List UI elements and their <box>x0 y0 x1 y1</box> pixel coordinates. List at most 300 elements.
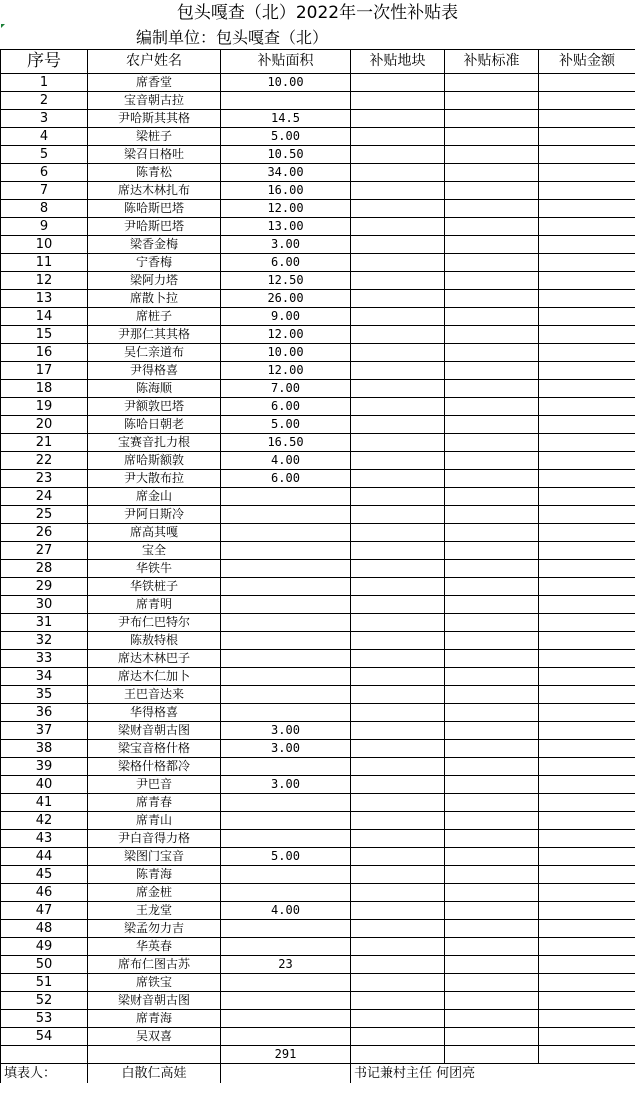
subsidy-area-cell[interactable] <box>221 1010 351 1028</box>
subsidy-standard-cell[interactable] <box>445 182 539 200</box>
subsidy-amount-cell[interactable] <box>539 686 635 704</box>
subsidy-area-cell[interactable]: 12.00 <box>221 200 351 218</box>
subsidy-amount-cell[interactable] <box>539 938 635 956</box>
row-number-cell[interactable]: 33 <box>1 650 88 668</box>
farmer-name-cell[interactable]: 尹布仁巴特尔 <box>88 614 221 632</box>
subsidy-standard-cell[interactable] <box>445 200 539 218</box>
row-number-cell[interactable]: 39 <box>1 758 88 776</box>
subsidy-amount-cell[interactable] <box>539 830 635 848</box>
subsidy-plot-cell[interactable] <box>351 668 445 686</box>
subsidy-area-cell[interactable] <box>221 812 351 830</box>
subsidy-plot-cell[interactable] <box>351 146 445 164</box>
subsidy-plot-cell[interactable] <box>351 164 445 182</box>
subsidy-amount-cell[interactable] <box>539 128 635 146</box>
farmer-name-cell[interactable]: 宝全 <box>88 542 221 560</box>
row-number-cell[interactable]: 21 <box>1 434 88 452</box>
subsidy-area-cell[interactable] <box>221 542 351 560</box>
subsidy-plot-cell[interactable] <box>351 236 445 254</box>
row-number-cell[interactable]: 42 <box>1 812 88 830</box>
subsidy-area-cell[interactable] <box>221 92 351 110</box>
subsidy-amount-cell[interactable] <box>539 848 635 866</box>
subsidy-standard-cell[interactable] <box>445 758 539 776</box>
subsidy-amount-cell[interactable] <box>539 398 635 416</box>
farmer-name-cell[interactable]: 梁桩子 <box>88 128 221 146</box>
subsidy-area-cell[interactable]: 12.00 <box>221 362 351 380</box>
subsidy-standard-cell[interactable] <box>445 884 539 902</box>
farmer-name-cell[interactable]: 陈海顺 <box>88 380 221 398</box>
subsidy-standard-cell[interactable] <box>445 776 539 794</box>
subsidy-plot-cell[interactable] <box>351 398 445 416</box>
subsidy-standard-cell[interactable] <box>445 290 539 308</box>
farmer-name-cell[interactable]: 华得格喜 <box>88 704 221 722</box>
farmer-name-cell[interactable]: 梁财音朝古图 <box>88 992 221 1010</box>
subsidy-amount-cell[interactable] <box>539 254 635 272</box>
row-number-cell[interactable]: 40 <box>1 776 88 794</box>
subsidy-amount-cell[interactable] <box>539 308 635 326</box>
subsidy-amount-cell[interactable] <box>539 578 635 596</box>
subsidy-standard-cell[interactable] <box>445 92 539 110</box>
farmer-name-cell[interactable]: 尹额敦巴塔 <box>88 398 221 416</box>
subsidy-area-cell[interactable]: 10.50 <box>221 146 351 164</box>
subsidy-standard-cell[interactable] <box>445 236 539 254</box>
subsidy-area-cell[interactable]: 6.00 <box>221 398 351 416</box>
subsidy-plot-cell[interactable] <box>351 830 445 848</box>
row-number-cell[interactable]: 4 <box>1 128 88 146</box>
farmer-name-cell[interactable]: 席金桩 <box>88 884 221 902</box>
subsidy-standard-cell[interactable] <box>445 866 539 884</box>
header-cell-name[interactable]: 农户姓名 <box>88 50 221 74</box>
subsidy-standard-cell[interactable] <box>445 398 539 416</box>
row-number-cell[interactable]: 46 <box>1 884 88 902</box>
subsidy-plot-cell[interactable] <box>351 794 445 812</box>
subsidy-standard-cell[interactable] <box>445 164 539 182</box>
subsidy-plot-cell[interactable] <box>351 218 445 236</box>
subsidy-standard-cell[interactable] <box>445 578 539 596</box>
subsidy-area-cell[interactable]: 13.00 <box>221 218 351 236</box>
subsidy-amount-cell[interactable] <box>539 974 635 992</box>
farmer-name-cell[interactable]: 席哈斯额敦 <box>88 452 221 470</box>
subsidy-area-cell[interactable] <box>221 884 351 902</box>
subsidy-plot-cell[interactable] <box>351 344 445 362</box>
subsidy-amount-cell[interactable] <box>539 524 635 542</box>
farmer-name-cell[interactable]: 尹哈斯巴塔 <box>88 218 221 236</box>
row-number-cell[interactable]: 26 <box>1 524 88 542</box>
subsidy-area-cell[interactable] <box>221 524 351 542</box>
subsidy-amount-cell[interactable] <box>539 434 635 452</box>
farmer-name-cell[interactable]: 梁格什格都冷 <box>88 758 221 776</box>
subsidy-amount-cell[interactable] <box>539 740 635 758</box>
row-number-cell[interactable]: 32 <box>1 632 88 650</box>
subsidy-standard-cell[interactable] <box>445 794 539 812</box>
farmer-name-cell[interactable]: 席青海 <box>88 1010 221 1028</box>
subsidy-plot-cell[interactable] <box>351 362 445 380</box>
subsidy-amount-cell[interactable] <box>539 650 635 668</box>
farmer-name-cell[interactable]: 梁香金梅 <box>88 236 221 254</box>
subsidy-amount-cell[interactable] <box>539 272 635 290</box>
subsidy-standard-cell[interactable] <box>445 1010 539 1028</box>
subsidy-area-cell[interactable]: 10.00 <box>221 74 351 92</box>
header-cell-standard[interactable]: 补贴标准 <box>445 50 539 74</box>
subsidy-amount-cell[interactable] <box>539 380 635 398</box>
subsidy-plot-cell[interactable] <box>351 902 445 920</box>
subsidy-area-cell[interactable] <box>221 974 351 992</box>
subsidy-area-cell[interactable] <box>221 866 351 884</box>
subsidy-amount-cell[interactable] <box>539 362 635 380</box>
filler-name[interactable]: 白散仁高娃 <box>88 1064 221 1084</box>
total-name-cell[interactable] <box>88 1046 221 1064</box>
empty-cell[interactable] <box>221 1064 351 1084</box>
farmer-name-cell[interactable]: 梁图门宝音 <box>88 848 221 866</box>
subsidy-amount-cell[interactable] <box>539 758 635 776</box>
subsidy-standard-cell[interactable] <box>445 272 539 290</box>
subsidy-standard-cell[interactable] <box>445 344 539 362</box>
farmer-name-cell[interactable]: 尹哈斯其其格 <box>88 110 221 128</box>
total-no-cell[interactable] <box>1 1046 88 1064</box>
farmer-name-cell[interactable]: 尹白音得力格 <box>88 830 221 848</box>
subsidy-amount-cell[interactable] <box>539 326 635 344</box>
subsidy-plot-cell[interactable] <box>351 434 445 452</box>
subsidy-area-cell[interactable] <box>221 794 351 812</box>
subsidy-standard-cell[interactable] <box>445 938 539 956</box>
farmer-name-cell[interactable]: 梁财音朝古图 <box>88 722 221 740</box>
subsidy-amount-cell[interactable] <box>539 470 635 488</box>
row-number-cell[interactable]: 54 <box>1 1028 88 1046</box>
row-number-cell[interactable]: 22 <box>1 452 88 470</box>
total-area-cell[interactable]: 291 <box>221 1046 351 1064</box>
subsidy-plot-cell[interactable] <box>351 740 445 758</box>
farmer-name-cell[interactable]: 华英春 <box>88 938 221 956</box>
subsidy-plot-cell[interactable] <box>351 974 445 992</box>
subsidy-plot-cell[interactable] <box>351 596 445 614</box>
subsidy-amount-cell[interactable] <box>539 488 635 506</box>
row-number-cell[interactable]: 18 <box>1 380 88 398</box>
row-number-cell[interactable]: 3 <box>1 110 88 128</box>
subsidy-area-cell[interactable]: 14.5 <box>221 110 351 128</box>
subsidy-amount-cell[interactable] <box>539 920 635 938</box>
subsidy-standard-cell[interactable] <box>445 542 539 560</box>
subsidy-standard-cell[interactable] <box>445 956 539 974</box>
subsidy-plot-cell[interactable] <box>351 524 445 542</box>
subsidy-amount-cell[interactable] <box>539 416 635 434</box>
subsidy-area-cell[interactable] <box>221 686 351 704</box>
subsidy-standard-cell[interactable] <box>445 596 539 614</box>
farmer-name-cell[interactable]: 梁阿力塔 <box>88 272 221 290</box>
subsidy-area-cell[interactable] <box>221 830 351 848</box>
filler-label[interactable]: 填表人： <box>1 1064 88 1084</box>
farmer-name-cell[interactable]: 席桩子 <box>88 308 221 326</box>
subsidy-standard-cell[interactable] <box>445 902 539 920</box>
farmer-name-cell[interactable]: 宁香梅 <box>88 254 221 272</box>
row-number-cell[interactable]: 16 <box>1 344 88 362</box>
subsidy-amount-cell[interactable] <box>539 866 635 884</box>
farmer-name-cell[interactable]: 席金山 <box>88 488 221 506</box>
subsidy-standard-cell[interactable] <box>445 974 539 992</box>
subsidy-standard-cell[interactable] <box>445 668 539 686</box>
row-number-cell[interactable]: 14 <box>1 308 88 326</box>
row-number-cell[interactable]: 24 <box>1 488 88 506</box>
row-number-cell[interactable]: 45 <box>1 866 88 884</box>
subsidy-area-cell[interactable]: 26.00 <box>221 290 351 308</box>
row-number-cell[interactable]: 50 <box>1 956 88 974</box>
subsidy-area-cell[interactable]: 3.00 <box>221 722 351 740</box>
row-number-cell[interactable]: 2 <box>1 92 88 110</box>
subsidy-area-cell[interactable]: 12.50 <box>221 272 351 290</box>
subsidy-area-cell[interactable]: 3.00 <box>221 740 351 758</box>
subsidy-area-cell[interactable] <box>221 938 351 956</box>
subsidy-standard-cell[interactable] <box>445 740 539 758</box>
farmer-name-cell[interactable]: 梁宝音格什格 <box>88 740 221 758</box>
farmer-name-cell[interactable]: 陈青海 <box>88 866 221 884</box>
subsidy-amount-cell[interactable] <box>539 992 635 1010</box>
subsidy-plot-cell[interactable] <box>351 776 445 794</box>
subsidy-area-cell[interactable]: 3.00 <box>221 236 351 254</box>
subsidy-area-cell[interactable] <box>221 668 351 686</box>
subsidy-standard-cell[interactable] <box>445 650 539 668</box>
subsidy-plot-cell[interactable] <box>351 614 445 632</box>
row-number-cell[interactable]: 9 <box>1 218 88 236</box>
subsidy-area-cell[interactable]: 34.00 <box>221 164 351 182</box>
subsidy-area-cell[interactable] <box>221 920 351 938</box>
row-number-cell[interactable]: 29 <box>1 578 88 596</box>
subsidy-standard-cell[interactable] <box>445 254 539 272</box>
subsidy-amount-cell[interactable] <box>539 110 635 128</box>
subsidy-standard-cell[interactable] <box>445 452 539 470</box>
subsidy-plot-cell[interactable] <box>351 470 445 488</box>
subsidy-amount-cell[interactable] <box>539 92 635 110</box>
farmer-name-cell[interactable]: 席青春 <box>88 794 221 812</box>
row-number-cell[interactable]: 25 <box>1 506 88 524</box>
subsidy-plot-cell[interactable] <box>351 290 445 308</box>
subsidy-standard-cell[interactable] <box>445 470 539 488</box>
farmer-name-cell[interactable]: 尹那仁其其格 <box>88 326 221 344</box>
farmer-name-cell[interactable]: 吴仁亲道布 <box>88 344 221 362</box>
farmer-name-cell[interactable]: 陈青松 <box>88 164 221 182</box>
row-number-cell[interactable]: 51 <box>1 974 88 992</box>
row-number-cell[interactable]: 38 <box>1 740 88 758</box>
subsidy-plot-cell[interactable] <box>351 200 445 218</box>
row-number-cell[interactable]: 6 <box>1 164 88 182</box>
subsidy-amount-cell[interactable] <box>539 704 635 722</box>
subsidy-area-cell[interactable] <box>221 560 351 578</box>
farmer-name-cell[interactable]: 宝赛音扎力根 <box>88 434 221 452</box>
row-number-cell[interactable]: 53 <box>1 1010 88 1028</box>
subsidy-amount-cell[interactable] <box>539 542 635 560</box>
subsidy-plot-cell[interactable] <box>351 722 445 740</box>
subsidy-area-cell[interactable]: 16.00 <box>221 182 351 200</box>
subsidy-area-cell[interactable]: 16.50 <box>221 434 351 452</box>
subsidy-area-cell[interactable]: 3.00 <box>221 776 351 794</box>
row-number-cell[interactable]: 28 <box>1 560 88 578</box>
subsidy-area-cell[interactable] <box>221 614 351 632</box>
row-number-cell[interactable]: 23 <box>1 470 88 488</box>
subsidy-standard-cell[interactable] <box>445 74 539 92</box>
subsidy-plot-cell[interactable] <box>351 254 445 272</box>
farmer-name-cell[interactable]: 席青明 <box>88 596 221 614</box>
subsidy-standard-cell[interactable] <box>445 920 539 938</box>
subsidy-amount-cell[interactable] <box>539 182 635 200</box>
subsidy-area-cell[interactable] <box>221 1028 351 1046</box>
row-number-cell[interactable]: 10 <box>1 236 88 254</box>
subsidy-plot-cell[interactable] <box>351 992 445 1010</box>
subsidy-plot-cell[interactable] <box>351 488 445 506</box>
subsidy-plot-cell[interactable] <box>351 938 445 956</box>
subsidy-amount-cell[interactable] <box>539 200 635 218</box>
row-number-cell[interactable]: 37 <box>1 722 88 740</box>
subsidy-plot-cell[interactable] <box>351 848 445 866</box>
subsidy-amount-cell[interactable] <box>539 1010 635 1028</box>
row-number-cell[interactable]: 44 <box>1 848 88 866</box>
row-number-cell[interactable]: 49 <box>1 938 88 956</box>
subsidy-amount-cell[interactable] <box>539 452 635 470</box>
subsidy-amount-cell[interactable] <box>539 722 635 740</box>
subsidy-area-cell[interactable]: 12.00 <box>221 326 351 344</box>
row-number-cell[interactable]: 41 <box>1 794 88 812</box>
subsidy-plot-cell[interactable] <box>351 686 445 704</box>
subsidy-area-cell[interactable] <box>221 632 351 650</box>
subsidy-area-cell[interactable] <box>221 992 351 1010</box>
subsidy-standard-cell[interactable] <box>445 848 539 866</box>
subsidy-area-cell[interactable]: 9.00 <box>221 308 351 326</box>
subsidy-amount-cell[interactable] <box>539 236 635 254</box>
subsidy-plot-cell[interactable] <box>351 542 445 560</box>
subsidy-amount-cell[interactable] <box>539 668 635 686</box>
subsidy-amount-cell[interactable] <box>539 74 635 92</box>
subsidy-area-cell[interactable] <box>221 758 351 776</box>
row-number-cell[interactable]: 1 <box>1 74 88 92</box>
header-cell-plot[interactable]: 补贴地块 <box>351 50 445 74</box>
subsidy-plot-cell[interactable] <box>351 1028 445 1046</box>
subsidy-standard-cell[interactable] <box>445 722 539 740</box>
subsidy-amount-cell[interactable] <box>539 218 635 236</box>
subsidy-plot-cell[interactable] <box>351 326 445 344</box>
subsidy-amount-cell[interactable] <box>539 776 635 794</box>
secretary-signature[interactable]: 书记兼村主任 何团亮 <box>351 1064 635 1084</box>
subsidy-standard-cell[interactable] <box>445 146 539 164</box>
subsidy-area-cell[interactable] <box>221 488 351 506</box>
farmer-name-cell[interactable]: 席高其嘎 <box>88 524 221 542</box>
row-number-cell[interactable]: 27 <box>1 542 88 560</box>
subsidy-plot-cell[interactable] <box>351 884 445 902</box>
subsidy-standard-cell[interactable] <box>445 416 539 434</box>
row-number-cell[interactable]: 19 <box>1 398 88 416</box>
subsidy-plot-cell[interactable] <box>351 650 445 668</box>
subsidy-amount-cell[interactable] <box>539 902 635 920</box>
total-amount-cell[interactable] <box>539 1046 635 1064</box>
farmer-name-cell[interactable]: 陈敖特根 <box>88 632 221 650</box>
subsidy-amount-cell[interactable] <box>539 506 635 524</box>
subsidy-standard-cell[interactable] <box>445 218 539 236</box>
subsidy-area-cell[interactable]: 4.00 <box>221 902 351 920</box>
subsidy-plot-cell[interactable] <box>351 452 445 470</box>
subsidy-plot-cell[interactable] <box>351 128 445 146</box>
row-number-cell[interactable]: 12 <box>1 272 88 290</box>
row-number-cell[interactable]: 48 <box>1 920 88 938</box>
subsidy-amount-cell[interactable] <box>539 956 635 974</box>
farmer-name-cell[interactable]: 陈哈斯巴塔 <box>88 200 221 218</box>
row-number-cell[interactable]: 47 <box>1 902 88 920</box>
subsidy-standard-cell[interactable] <box>445 128 539 146</box>
subsidy-standard-cell[interactable] <box>445 686 539 704</box>
subsidy-plot-cell[interactable] <box>351 272 445 290</box>
subsidy-plot-cell[interactable] <box>351 578 445 596</box>
subsidy-area-cell[interactable]: 7.00 <box>221 380 351 398</box>
subsidy-plot-cell[interactable] <box>351 308 445 326</box>
subsidy-amount-cell[interactable] <box>539 596 635 614</box>
subsidy-standard-cell[interactable] <box>445 992 539 1010</box>
subsidy-amount-cell[interactable] <box>539 614 635 632</box>
row-number-cell[interactable]: 36 <box>1 704 88 722</box>
subsidy-plot-cell[interactable] <box>351 182 445 200</box>
farmer-name-cell[interactable]: 华铁牛 <box>88 560 221 578</box>
subsidy-area-cell[interactable] <box>221 650 351 668</box>
subsidy-plot-cell[interactable] <box>351 758 445 776</box>
subsidy-standard-cell[interactable] <box>445 326 539 344</box>
subsidy-amount-cell[interactable] <box>539 344 635 362</box>
subsidy-standard-cell[interactable] <box>445 434 539 452</box>
farmer-name-cell[interactable]: 席达木林巴子 <box>88 650 221 668</box>
subsidy-amount-cell[interactable] <box>539 290 635 308</box>
subsidy-area-cell[interactable]: 4.00 <box>221 452 351 470</box>
row-number-cell[interactable]: 13 <box>1 290 88 308</box>
subsidy-plot-cell[interactable] <box>351 956 445 974</box>
subsidy-amount-cell[interactable] <box>539 164 635 182</box>
subsidy-amount-cell[interactable] <box>539 560 635 578</box>
row-number-cell[interactable]: 52 <box>1 992 88 1010</box>
farmer-name-cell[interactable]: 华铁桩子 <box>88 578 221 596</box>
subsidy-amount-cell[interactable] <box>539 794 635 812</box>
row-number-cell[interactable]: 15 <box>1 326 88 344</box>
row-number-cell[interactable]: 35 <box>1 686 88 704</box>
farmer-name-cell[interactable]: 席铁宝 <box>88 974 221 992</box>
subsidy-area-cell[interactable]: 5.00 <box>221 128 351 146</box>
header-cell-area[interactable]: 补贴面积 <box>221 50 351 74</box>
subsidy-standard-cell[interactable] <box>445 110 539 128</box>
row-number-cell[interactable]: 31 <box>1 614 88 632</box>
header-cell-amount[interactable]: 补贴金额 <box>539 50 635 74</box>
subsidy-plot-cell[interactable] <box>351 704 445 722</box>
row-number-cell[interactable]: 34 <box>1 668 88 686</box>
subsidy-plot-cell[interactable] <box>351 74 445 92</box>
subsidy-area-cell[interactable]: 23 <box>221 956 351 974</box>
subsidy-standard-cell[interactable] <box>445 524 539 542</box>
subsidy-plot-cell[interactable] <box>351 866 445 884</box>
subsidy-area-cell[interactable]: 6.00 <box>221 470 351 488</box>
farmer-name-cell[interactable]: 梁召日格吐 <box>88 146 221 164</box>
subsidy-standard-cell[interactable] <box>445 506 539 524</box>
subsidy-plot-cell[interactable] <box>351 92 445 110</box>
subsidy-area-cell[interactable]: 5.00 <box>221 848 351 866</box>
subsidy-standard-cell[interactable] <box>445 812 539 830</box>
subsidy-plot-cell[interactable] <box>351 1010 445 1028</box>
subsidy-plot-cell[interactable] <box>351 632 445 650</box>
subsidy-area-cell[interactable]: 5.00 <box>221 416 351 434</box>
farmer-name-cell[interactable]: 席达木林扎布 <box>88 182 221 200</box>
subsidy-amount-cell[interactable] <box>539 146 635 164</box>
farmer-name-cell[interactable]: 宝音朝古拉 <box>88 92 221 110</box>
farmer-name-cell[interactable]: 席散卜拉 <box>88 290 221 308</box>
farmer-name-cell[interactable]: 尹阿日斯冷 <box>88 506 221 524</box>
subsidy-standard-cell[interactable] <box>445 704 539 722</box>
row-number-cell[interactable]: 8 <box>1 200 88 218</box>
subsidy-standard-cell[interactable] <box>445 308 539 326</box>
farmer-name-cell[interactable]: 梁孟勿力吉 <box>88 920 221 938</box>
subsidy-amount-cell[interactable] <box>539 1028 635 1046</box>
subsidy-standard-cell[interactable] <box>445 560 539 578</box>
header-cell-no[interactable]: 序号 <box>1 50 88 74</box>
subsidy-standard-cell[interactable] <box>445 380 539 398</box>
subsidy-area-cell[interactable] <box>221 704 351 722</box>
farmer-name-cell[interactable]: 席布仁图古苏 <box>88 956 221 974</box>
